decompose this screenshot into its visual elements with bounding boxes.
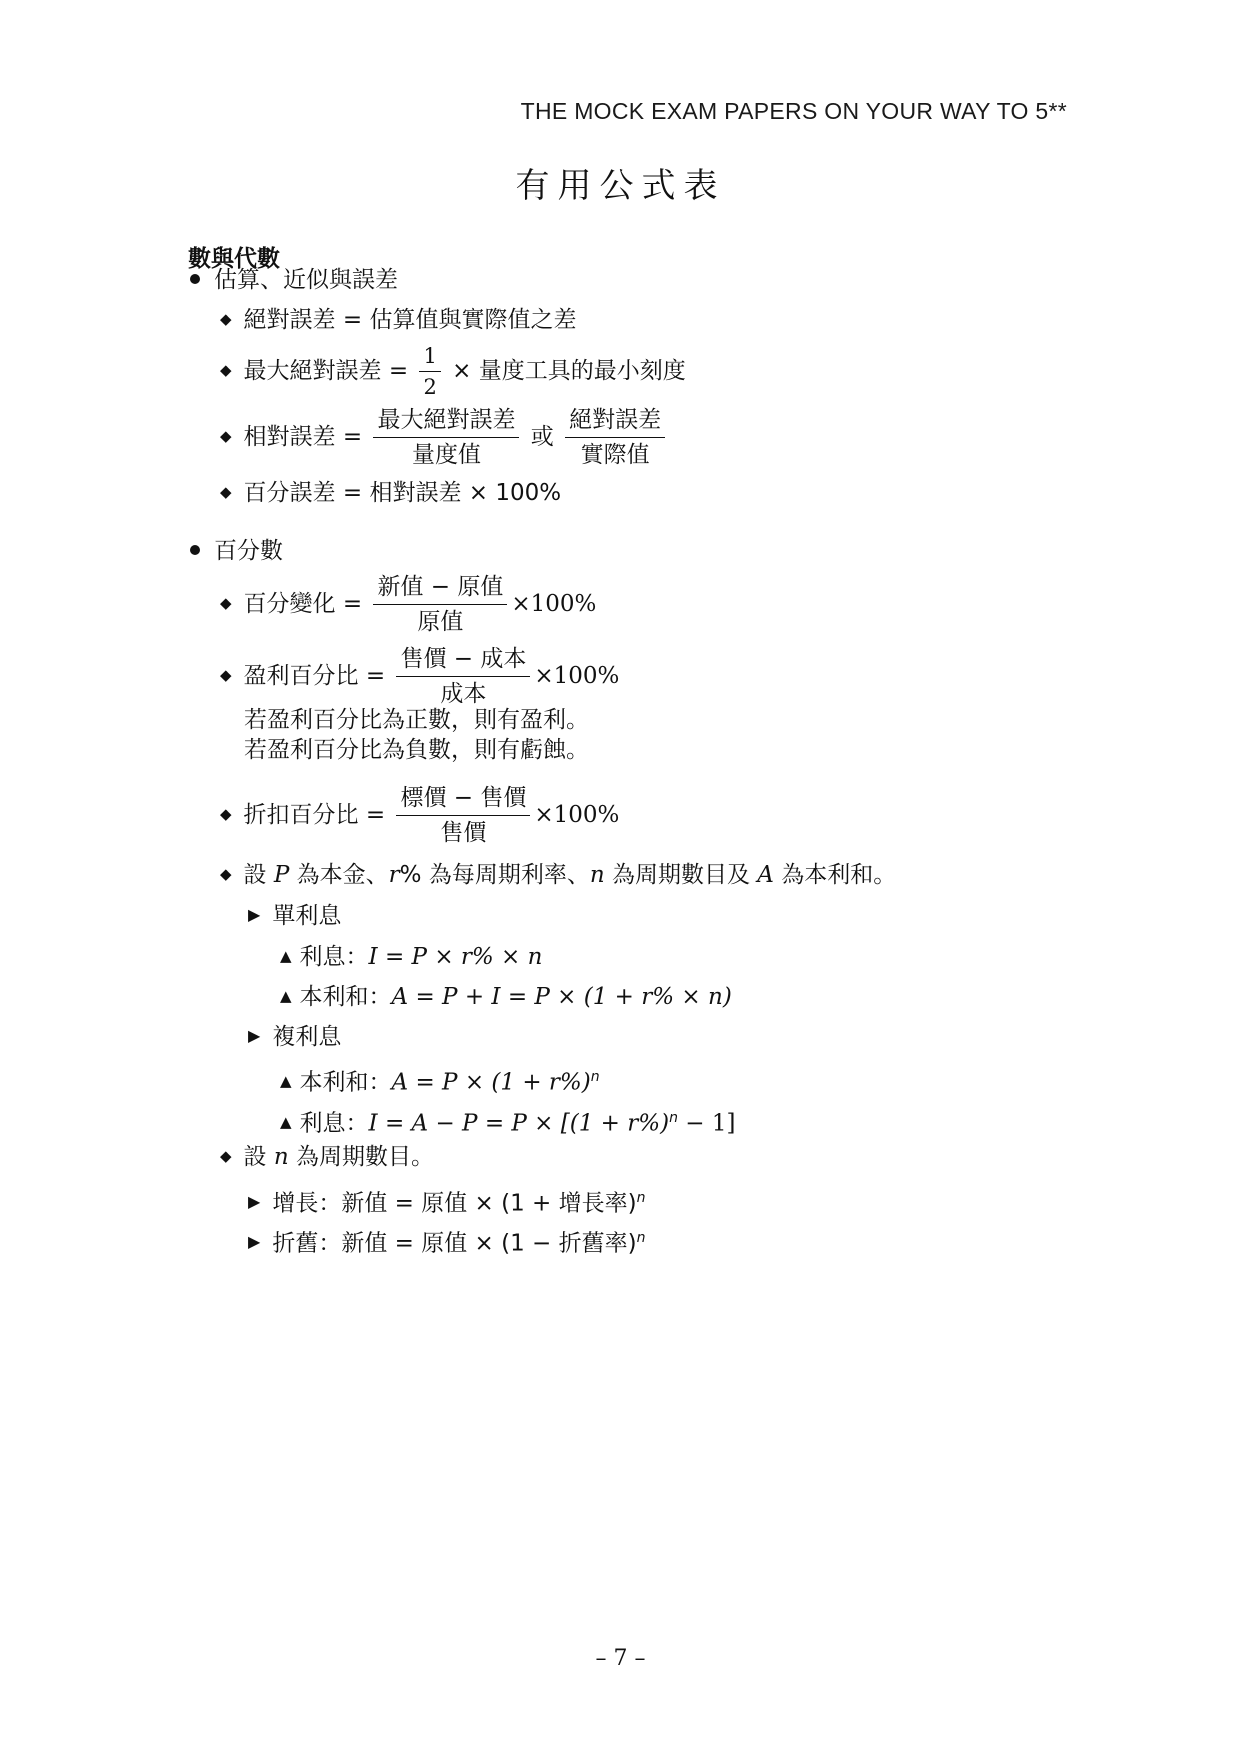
fraction-numerator: 最大絕對誤差 — [373, 405, 519, 438]
growth-formula — [248, 1183, 645, 1219]
up-triangle-bullet-icon: ▲ — [280, 946, 292, 965]
formula-text: 絕對誤差 = 估算值與實際值之差 — [243, 307, 577, 333]
fraction — [396, 644, 530, 709]
bullet-dot-icon — [190, 274, 200, 284]
fraction-denominator: 成本 — [440, 681, 487, 707]
simple-interest-formula — [280, 942, 542, 973]
formula-lhs: 百分變化 = — [243, 591, 363, 617]
formula-text: A = P + I = P × (1 + r% × n) — [391, 984, 732, 1010]
profit-note-negative: 若盈利百分比為負數，則有虧蝕。 — [244, 737, 589, 763]
formula-discount-pct — [220, 783, 619, 848]
period-definition — [220, 1142, 434, 1173]
or-word: 或 — [530, 424, 554, 450]
formula-text: I = A − P = P × [(1 + r%) — [368, 1110, 670, 1137]
diamond-bullet-icon: ◆ — [220, 804, 232, 823]
diamond-bullet-icon: ◆ — [220, 1146, 232, 1165]
diamond-bullet-icon: ◆ — [220, 593, 232, 612]
def-text: 設 — [243, 1144, 274, 1170]
diamond-bullet-icon: ◆ — [220, 864, 232, 883]
formula-text: 百分誤差 = 相對誤差 × 100% — [243, 480, 562, 506]
fraction-numerator: 1 — [419, 343, 440, 372]
interest-definition — [220, 860, 896, 891]
var-p: P — [273, 862, 290, 888]
compound-interest-formula — [280, 1103, 735, 1139]
formula-label: 本利和： — [299, 984, 392, 1010]
fraction-denominator: 2 — [423, 375, 437, 399]
simple-amount-formula — [280, 982, 732, 1013]
def-text: 為本利和。 — [773, 862, 897, 888]
formula-pct-error — [220, 478, 561, 509]
diamond-bullet-icon: ◆ — [220, 360, 232, 379]
page-title: 有用公式表 — [515, 166, 726, 206]
fraction-numerator: 新值 − 原值 — [373, 572, 507, 605]
fraction-denominator: 售價 — [440, 820, 487, 846]
formula-text-tail: − 1] — [677, 1110, 736, 1137]
formula-text: I = P × r% × n — [368, 944, 543, 970]
formula-rel-error — [220, 405, 669, 470]
def-text: 設 — [243, 862, 274, 888]
formula-label: 利息： — [299, 1110, 369, 1137]
var-n: n — [589, 862, 605, 888]
triangle-bullet-icon: ▶ — [248, 1192, 261, 1212]
def-text: 為周期數目。 — [288, 1144, 434, 1170]
topic-percentage — [190, 536, 283, 566]
var-r: r — [388, 862, 400, 888]
diamond-bullet-icon: ◆ — [220, 665, 232, 684]
diamond-bullet-icon: ◆ — [220, 482, 232, 501]
formula-lhs: 最大絕對誤差 = — [243, 358, 409, 384]
exponent: n — [636, 1190, 646, 1206]
section-heading: 數與代數 — [188, 246, 280, 272]
def-text: 為周期數目及 — [604, 862, 758, 888]
bullet-dot-icon — [190, 545, 200, 555]
fraction-denominator: 原值 — [417, 609, 464, 635]
formula-rhs: × 量度工具的最小刻度 — [452, 358, 686, 384]
topic-estimation — [190, 265, 398, 295]
fraction-numerator: 絕對誤差 — [565, 405, 665, 438]
formula-lhs: 相對誤差 = — [243, 424, 363, 450]
fraction — [419, 343, 440, 400]
formula-rhs: ×100% — [511, 591, 597, 617]
triangle-bullet-icon: ▶ — [248, 904, 261, 924]
formula-profit-pct — [220, 644, 619, 709]
formula-label: 本利和： — [299, 1069, 392, 1096]
formula-text: A = P × (1 + r%) — [391, 1069, 591, 1096]
formula-lhs: 折扣百分比 = — [243, 802, 386, 828]
simple-interest-heading — [248, 901, 341, 932]
formula-max-error — [220, 343, 686, 400]
fraction — [373, 405, 519, 470]
formula-rhs: ×100% — [534, 802, 620, 828]
topic-label: 估算、近似與誤差 — [214, 267, 398, 293]
fraction — [396, 783, 530, 848]
subtopic-label: 單利息 — [272, 903, 342, 929]
diamond-bullet-icon: ◆ — [220, 309, 232, 328]
exponent: n — [590, 1069, 600, 1085]
profit-note-positive: 若盈利百分比為正數，則有盈利。 — [244, 707, 589, 733]
fraction — [373, 572, 507, 637]
formula-rhs: ×100% — [534, 663, 620, 689]
fraction-denominator: 實際值 — [580, 442, 650, 468]
def-text: 為本金、 — [289, 862, 389, 888]
diamond-bullet-icon: ◆ — [220, 426, 232, 445]
def-text: % 為每周期利率、 — [399, 862, 590, 888]
fraction-numerator: 標價 − 售價 — [396, 783, 530, 816]
subtopic-label: 複利息 — [272, 1024, 342, 1050]
running-header: THE MOCK EXAM PAPERS ON YOUR WAY TO 5** — [520, 98, 1067, 124]
up-triangle-bullet-icon: ▲ — [280, 1113, 292, 1132]
compound-amount-formula — [280, 1062, 600, 1098]
fraction — [565, 405, 665, 470]
compound-interest-heading — [248, 1022, 341, 1053]
formula-text: 折舊：新值 = 原值 × (1 − 折舊率) — [272, 1230, 637, 1257]
up-triangle-bullet-icon: ▲ — [280, 986, 292, 1005]
formula-abs-error — [220, 305, 576, 336]
triangle-bullet-icon: ▶ — [248, 1232, 261, 1252]
topic-label: 百分數 — [214, 538, 283, 564]
var-n: n — [273, 1144, 289, 1170]
formula-pct-change — [220, 572, 596, 637]
formula-text: 增長：新值 = 原值 × (1 + 增長率) — [272, 1190, 637, 1217]
triangle-bullet-icon: ▶ — [248, 1025, 261, 1045]
formula-label: 利息： — [299, 944, 369, 970]
page-number: – 7 – — [595, 1646, 646, 1671]
exponent: n — [669, 1110, 678, 1126]
depreciation-formula — [248, 1223, 645, 1259]
fraction-numerator: 售價 − 成本 — [396, 644, 530, 677]
formula-lhs: 盈利百分比 = — [243, 663, 386, 689]
exponent: n — [636, 1230, 646, 1246]
var-a: A — [757, 862, 774, 888]
up-triangle-bullet-icon: ▲ — [280, 1072, 292, 1091]
fraction-denominator: 量度值 — [411, 442, 481, 468]
